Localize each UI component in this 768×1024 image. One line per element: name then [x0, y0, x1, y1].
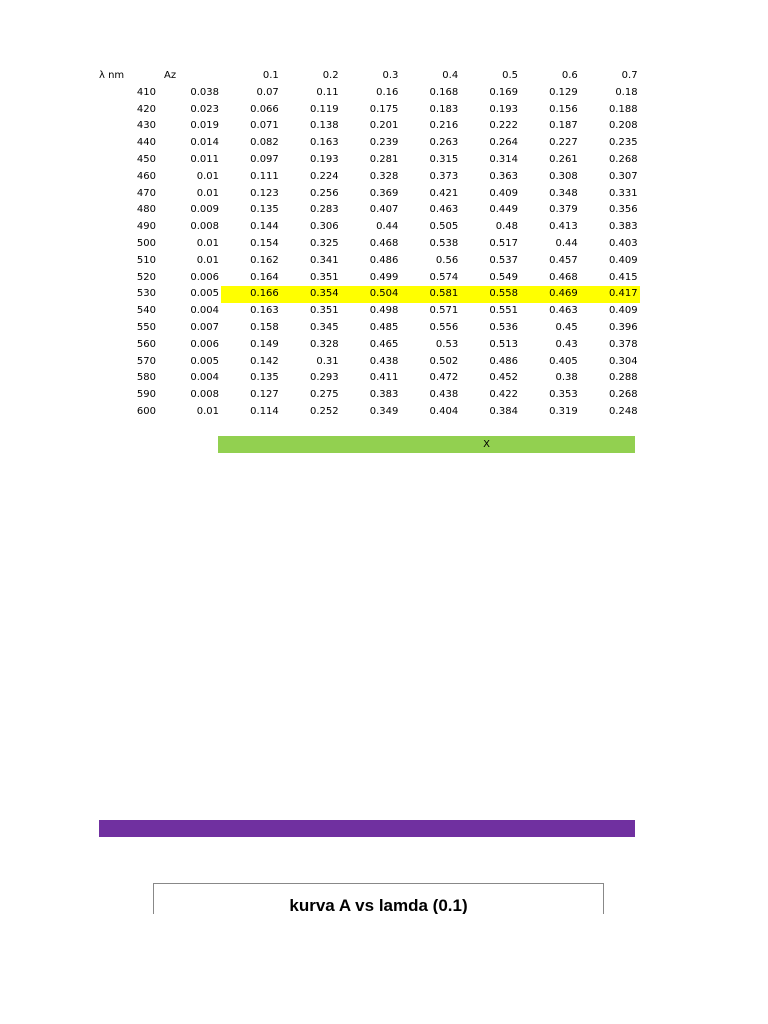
- cell-absorbance: 0.379: [549, 204, 578, 216]
- cell-absorbance: 0.384: [489, 405, 518, 417]
- cell-az: 0.011: [190, 153, 219, 165]
- cell-az: 0.004: [190, 305, 219, 317]
- cell-absorbance: 0.264: [489, 137, 518, 149]
- cell-absorbance: 0.149: [250, 338, 279, 350]
- cell-lambda: 480: [136, 204, 156, 216]
- cell-absorbance: 0.16: [376, 86, 399, 98]
- cell-absorbance: 0.315: [429, 153, 459, 165]
- cell-lambda: 500: [136, 237, 156, 249]
- cell-absorbance: 0.457: [549, 254, 578, 266]
- divider-bar: [99, 820, 635, 837]
- table-row: [99, 118, 640, 135]
- cell-absorbance: 0.288: [608, 372, 638, 384]
- cell-absorbance: 0.45: [555, 321, 578, 333]
- cell-absorbance: 0.485: [369, 321, 399, 333]
- cell-absorbance: 0.468: [369, 237, 399, 249]
- cell-absorbance: 0.235: [608, 137, 638, 149]
- cell-absorbance: 0.574: [429, 271, 459, 283]
- cell-az: 0.009: [190, 204, 219, 216]
- cell-absorbance: 0.162: [250, 254, 279, 266]
- cell-absorbance: 0.502: [429, 355, 459, 367]
- cell-lambda: 430: [136, 120, 156, 132]
- cell-absorbance: 0.43: [555, 338, 578, 350]
- header-az: Az: [164, 70, 177, 81]
- cell-absorbance: 0.114: [250, 405, 279, 417]
- cell-absorbance: 0.421: [429, 187, 459, 199]
- cell-absorbance: 0.409: [489, 187, 518, 199]
- cell-az: 0.005: [190, 355, 219, 367]
- cell-absorbance: 0.261: [549, 153, 578, 165]
- cell-absorbance: 0.144: [250, 221, 279, 233]
- cell-az: 0.006: [190, 271, 219, 283]
- cell-absorbance: 0.536: [489, 321, 518, 333]
- cell-lambda: 570: [136, 355, 156, 367]
- cell-az: 0.007: [190, 321, 219, 333]
- cell-absorbance: 0.306: [309, 221, 339, 233]
- cell-absorbance: 0.452: [489, 372, 518, 384]
- table-row: [99, 169, 640, 186]
- cell-absorbance: 0.538: [429, 237, 459, 249]
- cell-lambda: 590: [136, 389, 156, 401]
- cell-absorbance: 0.193: [309, 153, 339, 165]
- cell-absorbance: 0.405: [549, 355, 578, 367]
- table-row: [99, 135, 640, 152]
- cell-lambda: 410: [136, 86, 156, 98]
- cell-lambda: 550: [136, 321, 156, 333]
- cell-absorbance: 0.468: [549, 271, 578, 283]
- table-row: [99, 102, 640, 119]
- cell-absorbance: 0.158: [250, 321, 279, 333]
- table-row: [99, 270, 640, 287]
- table-row: [99, 202, 640, 219]
- cell-absorbance: 0.082: [250, 137, 279, 149]
- table-row: [99, 152, 640, 169]
- cell-absorbance: 0.325: [309, 237, 339, 249]
- table-row: [99, 320, 640, 337]
- cell-absorbance: 0.163: [250, 305, 279, 317]
- cell-az: 0.01: [196, 237, 219, 249]
- cell-absorbance: 0.505: [429, 221, 459, 233]
- cell-absorbance: 0.551: [489, 305, 518, 317]
- cell-absorbance: 0.18: [615, 86, 638, 98]
- cell-absorbance: 0.383: [369, 389, 399, 401]
- cell-absorbance: 0.142: [250, 355, 279, 367]
- cell-absorbance: 0.248: [608, 405, 638, 417]
- cell-az: 0.023: [190, 103, 219, 115]
- cell-absorbance: 0.438: [369, 355, 399, 367]
- cell-lambda: 450: [136, 153, 156, 165]
- cell-absorbance: 0.331: [608, 187, 638, 199]
- cell-absorbance: 0.129: [549, 86, 578, 98]
- header-conc: 0.1: [262, 70, 279, 81]
- cell-absorbance: 0.517: [489, 237, 518, 249]
- cell-absorbance: 0.38: [555, 372, 578, 384]
- table-header-row: [99, 68, 640, 85]
- cell-absorbance: 0.498: [369, 305, 399, 317]
- table-row: [99, 253, 640, 270]
- cell-absorbance: 0.348: [549, 187, 578, 199]
- cell-absorbance: 0.411: [369, 372, 399, 384]
- header-conc: 0.2: [322, 70, 339, 81]
- cell-absorbance: 0.156: [549, 103, 578, 115]
- cell-absorbance: 0.138: [309, 120, 339, 132]
- cell-absorbance: 0.415: [608, 271, 638, 283]
- table-row: [99, 286, 640, 303]
- cell-az: 0.008: [190, 221, 219, 233]
- cell-absorbance: 0.409: [608, 254, 638, 266]
- cell-absorbance: 0.268: [608, 153, 638, 165]
- cell-absorbance: 0.066: [250, 103, 279, 115]
- cell-absorbance: 0.127: [250, 389, 279, 401]
- cell-absorbance: 0.31: [316, 355, 339, 367]
- cell-lambda: 520: [136, 271, 156, 283]
- cell-absorbance: 0.404: [429, 405, 459, 417]
- cell-az: 0.014: [190, 137, 219, 149]
- cell-absorbance: 0.378: [608, 338, 638, 350]
- cell-absorbance: 0.188: [608, 103, 638, 115]
- cell-absorbance: 0.183: [429, 103, 459, 115]
- cell-absorbance: 0.409: [608, 305, 638, 317]
- table-row: [99, 404, 640, 421]
- cell-absorbance: 0.319: [549, 405, 578, 417]
- table-row: [99, 236, 640, 253]
- cell-az: 0.006: [190, 338, 219, 350]
- cell-absorbance: 0.307: [608, 170, 638, 182]
- cell-absorbance: 0.44: [376, 221, 399, 233]
- cell-absorbance: 0.373: [429, 170, 459, 182]
- cell-absorbance: 0.097: [250, 153, 279, 165]
- cell-absorbance: 0.556: [429, 321, 459, 333]
- x-bar: [218, 436, 635, 453]
- cell-lambda: 420: [136, 103, 156, 115]
- cell-absorbance: 0.463: [429, 204, 459, 216]
- cell-absorbance: 0.422: [489, 389, 518, 401]
- cell-absorbance: 0.293: [309, 372, 339, 384]
- cell-absorbance: 0.216: [429, 120, 459, 132]
- table-row: [99, 387, 640, 404]
- cell-absorbance: 0.135: [250, 372, 279, 384]
- cell-absorbance: 0.328: [369, 170, 399, 182]
- table-row: [99, 370, 640, 387]
- cell-absorbance: 0.413: [549, 221, 578, 233]
- header-conc: 0.6: [561, 70, 578, 81]
- cell-absorbance: 0.187: [549, 120, 578, 132]
- cell-lambda: 540: [136, 305, 156, 317]
- cell-absorbance: 0.169: [489, 86, 518, 98]
- cell-absorbance: 0.486: [489, 355, 518, 367]
- table-row: [99, 303, 640, 320]
- cell-lambda: 510: [136, 254, 156, 266]
- cell-lambda: 470: [136, 187, 156, 199]
- cell-absorbance: 0.363: [489, 170, 518, 182]
- cell-absorbance: 0.111: [250, 170, 279, 182]
- cell-absorbance: 0.449: [489, 204, 518, 216]
- cell-absorbance: 0.383: [608, 221, 638, 233]
- cell-absorbance: 0.558: [460, 286, 520, 303]
- cell-absorbance: 0.469: [520, 286, 580, 303]
- cell-absorbance: 0.349: [369, 405, 399, 417]
- cell-az: 0.019: [190, 120, 219, 132]
- cell-absorbance: 0.283: [309, 204, 339, 216]
- x-bar-label: X: [483, 439, 490, 450]
- cell-absorbance: 0.571: [429, 305, 459, 317]
- cell-absorbance: 0.119: [309, 103, 339, 115]
- header-conc: 0.3: [382, 70, 399, 81]
- cell-lambda: 530: [136, 288, 156, 300]
- cell-az: 0.01: [196, 405, 219, 417]
- cell-absorbance: 0.123: [250, 187, 279, 199]
- cell-az: 0.005: [190, 288, 219, 300]
- cell-absorbance: 0.369: [369, 187, 399, 199]
- cell-lambda: 600: [136, 405, 156, 417]
- cell-absorbance: 0.549: [489, 271, 518, 283]
- cell-absorbance: 0.438: [429, 389, 459, 401]
- cell-absorbance: 0.463: [549, 305, 578, 317]
- cell-absorbance: 0.465: [369, 338, 399, 350]
- cell-absorbance: 0.486: [369, 254, 399, 266]
- table-row: [99, 186, 640, 203]
- table-row: [99, 85, 640, 102]
- cell-az: 0.004: [190, 372, 219, 384]
- cell-absorbance: 0.201: [369, 120, 399, 132]
- cell-absorbance: 0.53: [435, 338, 459, 350]
- cell-absorbance: 0.417: [580, 286, 640, 303]
- cell-absorbance: 0.345: [309, 321, 339, 333]
- cell-absorbance: 0.256: [309, 187, 339, 199]
- cell-lambda: 460: [136, 170, 156, 182]
- cell-absorbance: 0.208: [608, 120, 638, 132]
- table-row: [99, 337, 640, 354]
- cell-absorbance: 0.135: [250, 204, 279, 216]
- header-conc: 0.7: [621, 70, 638, 81]
- cell-absorbance: 0.11: [316, 86, 339, 98]
- cell-absorbance: 0.154: [250, 237, 279, 249]
- cell-lambda: 580: [136, 372, 156, 384]
- cell-absorbance: 0.071: [250, 120, 279, 132]
- cell-lambda: 560: [136, 338, 156, 350]
- cell-absorbance: 0.175: [369, 103, 399, 115]
- cell-lambda: 440: [136, 137, 156, 149]
- cell-absorbance: 0.07: [256, 86, 279, 98]
- cell-absorbance: 0.281: [369, 153, 399, 165]
- cell-absorbance: 0.44: [555, 237, 578, 249]
- table-row: [99, 219, 640, 236]
- cell-absorbance: 0.504: [341, 286, 401, 303]
- cell-absorbance: 0.163: [309, 137, 339, 149]
- cell-absorbance: 0.308: [549, 170, 578, 182]
- header-conc: 0.5: [502, 70, 518, 81]
- cell-absorbance: 0.222: [489, 120, 518, 132]
- cell-absorbance: 0.341: [309, 254, 339, 266]
- cell-absorbance: 0.56: [435, 254, 459, 266]
- cell-absorbance: 0.403: [608, 237, 638, 249]
- cell-absorbance: 0.193: [489, 103, 518, 115]
- cell-absorbance: 0.227: [549, 137, 578, 149]
- cell-absorbance: 0.166: [221, 286, 281, 303]
- chart-container[interactable]: [153, 883, 604, 914]
- cell-az: 0.01: [196, 187, 219, 199]
- cell-lambda: 490: [136, 221, 156, 233]
- cell-absorbance: 0.407: [369, 204, 399, 216]
- cell-absorbance: 0.351: [309, 305, 339, 317]
- cell-az: 0.008: [190, 389, 219, 401]
- cell-absorbance: 0.354: [281, 286, 341, 303]
- cell-absorbance: 0.396: [608, 321, 638, 333]
- cell-az: 0.01: [196, 254, 219, 266]
- cell-absorbance: 0.581: [400, 286, 460, 303]
- cell-absorbance: 0.314: [489, 153, 518, 165]
- cell-absorbance: 0.275: [309, 389, 339, 401]
- cell-absorbance: 0.252: [309, 405, 339, 417]
- cell-absorbance: 0.168: [429, 86, 459, 98]
- cell-absorbance: 0.48: [495, 221, 518, 233]
- cell-absorbance: 0.328: [309, 338, 339, 350]
- cell-az: 0.038: [190, 86, 219, 98]
- cell-absorbance: 0.268: [608, 389, 638, 401]
- cell-absorbance: 0.472: [429, 372, 459, 384]
- cell-az: 0.01: [196, 170, 219, 182]
- absorbance-table: [99, 68, 640, 421]
- cell-absorbance: 0.356: [608, 204, 638, 216]
- cell-absorbance: 0.224: [309, 170, 339, 182]
- table-row: [99, 354, 640, 371]
- cell-absorbance: 0.513: [489, 338, 518, 350]
- cell-absorbance: 0.304: [608, 355, 638, 367]
- header-conc: 0.4: [442, 70, 459, 81]
- cell-absorbance: 0.164: [250, 271, 279, 283]
- cell-absorbance: 0.499: [369, 271, 399, 283]
- cell-absorbance: 0.353: [549, 389, 578, 401]
- cell-absorbance: 0.239: [369, 137, 399, 149]
- header-lambda: λ nm: [99, 70, 125, 81]
- cell-absorbance: 0.263: [429, 137, 459, 149]
- chart-title: kurva A vs lamda (0.1): [289, 896, 468, 914]
- cell-absorbance: 0.537: [489, 254, 518, 266]
- cell-absorbance: 0.351: [309, 271, 339, 283]
